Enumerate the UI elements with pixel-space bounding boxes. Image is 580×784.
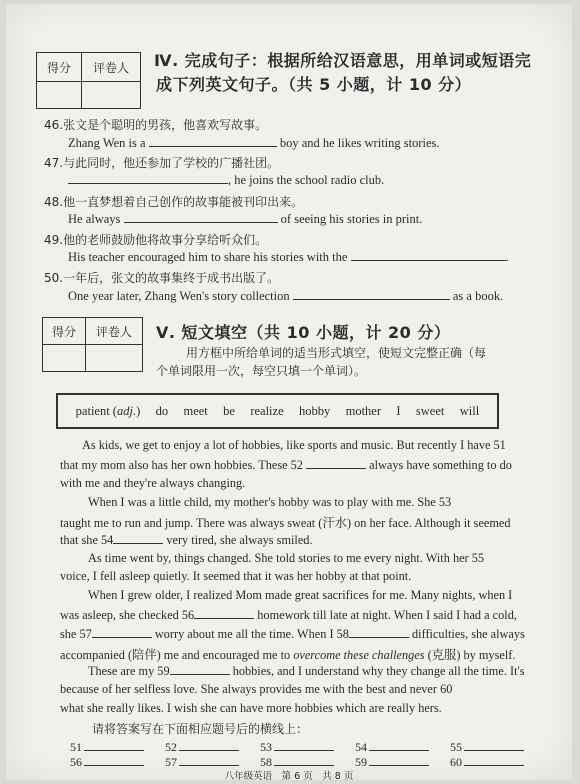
answer-line-52[interactable] [179, 739, 239, 751]
question-47-en: , he joins the school radio club. [68, 172, 384, 188]
grader-label: 评卷人 [82, 53, 141, 82]
answer-blank-50[interactable] [293, 288, 450, 300]
answer-line-60[interactable] [464, 754, 524, 766]
word-box-item: sweet [415, 403, 445, 418]
passage-line: that she 54 very tired, she always smiled. [60, 533, 313, 547]
passage-blank-52[interactable] [306, 457, 366, 469]
question-49-en: His teacher encouraged him to share his stories with the . [68, 250, 509, 264]
passage-line: As kids, we get to enjoy a lot of hobbies, like sports and music. But recently I have 51 [82, 438, 506, 452]
passage-line: When I grew older, I realized Mom made great sacrifices for me. Many nights, when I [88, 588, 513, 602]
word-box-item: I [396, 403, 401, 418]
word-box-item: hobby [298, 403, 331, 418]
question-46-en: Zhang Wen is a boy and he likes writing stories. [68, 136, 440, 150]
grader-cell[interactable] [86, 345, 143, 372]
passage-blank-57[interactable] [92, 626, 152, 638]
passage-line: what she really likes. I wish she can have more hobbies which are really hers. [60, 701, 442, 715]
grader-label: 评卷人 [86, 318, 143, 345]
passage-line: because of her selfless love. She always provides me with the best and never 60 [60, 682, 453, 696]
answer-line-53[interactable] [274, 739, 334, 751]
answer-line-51[interactable] [84, 739, 144, 751]
question-48-en: He always of seeing his stories in print. [68, 212, 423, 226]
question-49-cn: 49.他的老师鼓励他将故事分享给听众们。 [44, 233, 268, 247]
word-box-item: do [155, 403, 169, 418]
answer-line-54[interactable] [369, 739, 429, 751]
section5-instruction-line2: 个单词限用一次，每空只填一个单词）。 [156, 364, 367, 378]
score-label: 得分 [37, 53, 82, 82]
passage-blank-54[interactable] [113, 532, 163, 544]
passage-blank-56[interactable] [194, 607, 254, 619]
question-46-cn: 46.张文是个聪明的男孩，他喜欢写故事。 [44, 118, 268, 132]
passage-blank-58[interactable] [349, 626, 409, 638]
passage-line: that my mom also has her own hobbies. These 52 always have something to do [60, 458, 512, 472]
passage-line: she 57 worry about me all the time. When I 58 difficulties, she always [60, 627, 525, 641]
passage-line: was asleep, she checked 56 homework till late at night. When I said I had a cold, [60, 608, 517, 622]
passage-line: voice, I fell asleep quietly. It seemed that it was her hobby at that point. [60, 569, 412, 583]
passage-line: These are my 59 hobbies, and I understand why they change all the time. It's [88, 664, 525, 678]
answer-line-58[interactable] [274, 754, 334, 766]
answer-blank-47[interactable] [68, 172, 228, 184]
word-box-item: realize [250, 403, 284, 418]
answer-line-55[interactable] [464, 739, 524, 751]
question-50-en: One year later, Zhang Wen's story collection as a book. [68, 289, 504, 303]
section5-title: Ⅴ. 短文填空（共 10 小题，计 20 分） [156, 323, 451, 342]
score-cell[interactable] [43, 345, 86, 372]
passage-line: As time went by, things changed. She told stories to me every night. With her 55 [88, 551, 485, 565]
answer-blank-46[interactable] [149, 135, 277, 147]
page-footer: 八年级英语 第 6 页 共 8 页 [224, 771, 354, 780]
answer-row-2: 56 57 58 59 60 [70, 754, 524, 770]
score-table-section5 [42, 317, 143, 372]
answer-blank-49[interactable] [351, 249, 506, 261]
question-47-cn: 47.与此同时，他还参加了学校的广播社团。 [44, 156, 280, 170]
passage-line: accompanied (陪伴) me and encouraged me to overcome these challenges (克服) by myself. [60, 648, 516, 662]
score-label: 得分 [43, 318, 86, 345]
section4-title-line1: Ⅳ. 完成句子：根据所给汉语意思，用单词或短语完 [154, 51, 532, 70]
question-50-cn: 50.一年后，张文的故事集终于成书出版了。 [44, 271, 280, 285]
word-box-item: mother [345, 403, 382, 418]
answer-line-59[interactable] [369, 754, 429, 766]
passage-line: When I was a little child, my mother's hobby was to play with me. She 53 [88, 495, 452, 509]
passage-blank-59[interactable] [170, 663, 230, 675]
answer-row-1: 51 52 53 54 55 [70, 739, 524, 755]
grader-cell[interactable] [82, 82, 141, 109]
word-box [56, 393, 499, 429]
word-box-item: be [223, 403, 235, 418]
section5-instruction-line1: 用方框中所给单词的适当形式填空，使短文完整正确（每 [186, 346, 487, 360]
question-48-cn: 48.他一直梦想着自己创作的故事能被刊印出来。 [44, 195, 304, 209]
passage-line: taught me to run and jump. There was always sweat (汗水) on her face. Although it seemed [60, 516, 511, 530]
answer-prompt: 请将答案写在下面相应题号后的横线上： [92, 722, 309, 736]
exam-page [6, 4, 572, 780]
word-box-item: will [459, 403, 480, 418]
passage-line: with me and they're always changing. [60, 476, 246, 490]
section4-title-line2: 成下列英文句子。（共 5 小题，计 10 分） [156, 75, 472, 94]
word-box-item: meet [183, 403, 208, 418]
score-table-section4 [36, 52, 141, 109]
score-cell[interactable] [37, 82, 82, 109]
word-box-item: patient (adj.) [75, 403, 141, 418]
answer-line-56[interactable] [84, 754, 144, 766]
answer-line-57[interactable] [179, 754, 239, 766]
answer-blank-48[interactable] [124, 211, 278, 223]
